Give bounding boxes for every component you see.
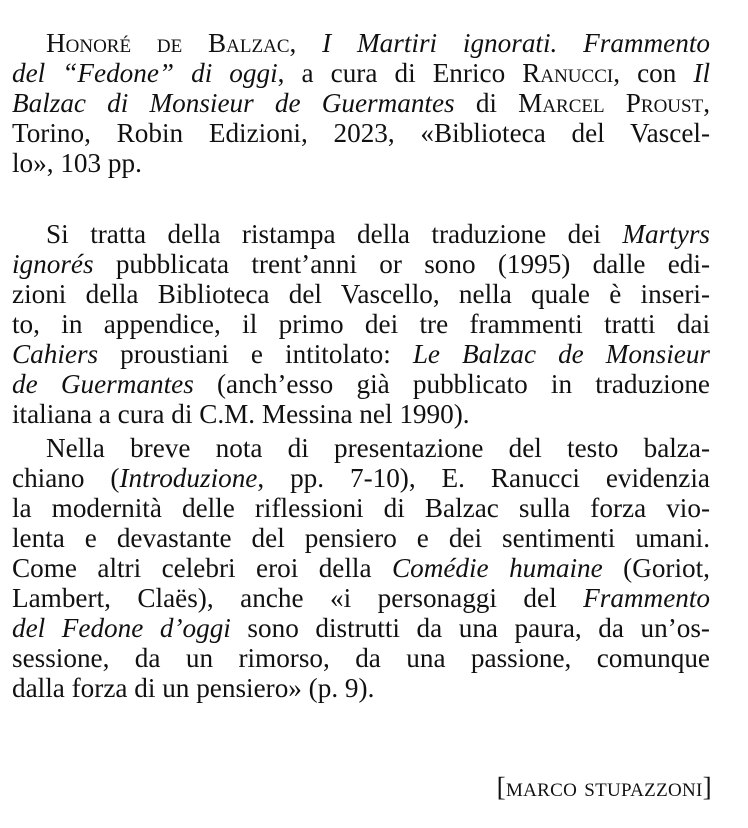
author-name: Honoré de Balzac xyxy=(46,28,290,58)
p2-line-7 xyxy=(12,614,710,642)
p1-line-7: italiana a cura di C.M. Messina nel 1990). xyxy=(12,399,470,429)
p2-text: (Goriot, xyxy=(602,553,710,583)
p2-line-3: la modernità delle riflessioni di Balzac sulla forza vio- xyxy=(12,493,710,523)
p2-italic: Frammento xyxy=(583,583,710,613)
heading-line-2 xyxy=(12,59,710,87)
p2-line-1: Nella breve nota di presentazione del testo balza- xyxy=(46,433,710,463)
p2-line-4: lenta e devastante del pensiero e dei sentimenti umani. xyxy=(12,523,710,553)
p1-italic: Cahiers xyxy=(12,339,99,369)
second-author-name: Marcel Proust xyxy=(518,88,704,118)
p1-text: proustiani e intitolato: xyxy=(98,339,413,369)
p1-text: pubblicata trent’anni or sono (1995) dalle edi- xyxy=(93,249,710,279)
p2-line-2 xyxy=(12,464,710,492)
p1-text: (anch’esso già pubblicato in traduzione xyxy=(193,369,710,399)
p1-italic: de Guermantes xyxy=(12,369,194,399)
reviewer-signature: [marco stupazzoni] xyxy=(496,772,712,802)
p1-line-2 xyxy=(12,250,710,278)
p1-italic: ignorés xyxy=(12,249,94,279)
heading-text: , a cura di Enrico xyxy=(277,58,523,88)
p1-text: Si tratta della ristampa della traduzione dei xyxy=(46,219,623,249)
heading-text: , con xyxy=(613,58,694,88)
p1-line-6 xyxy=(12,370,710,398)
p1-line-3: zioni della Biblioteca del Vascello, nella quale è inseri- xyxy=(12,279,710,309)
p1-line-5 xyxy=(12,340,710,368)
editor-name: Ranucci xyxy=(522,58,614,88)
p2-text: , pp. 7-10), E. Ranucci evidenzia xyxy=(257,463,710,493)
heading-text: , xyxy=(703,88,710,118)
p1-line-4: to, in appendice, il primo dei tre frammenti tratti dai xyxy=(12,309,710,339)
p2-text: chiano ( xyxy=(12,463,120,493)
book-title: I Martiri ignorati. Frammento xyxy=(322,28,710,58)
heading-line-5: lo», 103 pp. xyxy=(12,148,142,178)
p1-line-1 xyxy=(46,220,710,248)
heading-sep: , xyxy=(289,28,323,58)
heading-line-1 xyxy=(46,29,710,57)
p1-italic: Martyrs xyxy=(622,219,710,249)
p2-line-9: dalla forza di un pensiero» (p. 9). xyxy=(12,673,375,703)
p2-text: sono distrutti da una paura, da un’os- xyxy=(230,613,710,643)
p2-text: Lambert, Claës), anche «i personaggi del xyxy=(12,583,584,613)
heading-line-3 xyxy=(12,89,710,117)
heading-text: di xyxy=(454,88,519,118)
heading-line-4: Torino, Robin Edizioni, 2023, «Biblioteca del Vascel- xyxy=(12,118,710,148)
p2-line-8: sessione, da un rimorso, da una passione, comunque xyxy=(12,643,710,673)
appendix-title: Il xyxy=(693,58,711,88)
book-title-cont: del “Fedone” di oggi xyxy=(12,58,278,88)
p2-line-6 xyxy=(12,584,710,612)
p2-line-5 xyxy=(12,554,710,582)
p2-text: Come altri celebri eroi della xyxy=(12,553,392,583)
p2-italic: Introduzione xyxy=(119,463,258,493)
p2-italic: del Fedone d’oggi xyxy=(12,613,231,643)
p2-italic: Comédie humaine xyxy=(391,553,603,583)
appendix-title-cont: Balzac di Monsieur de Guermantes xyxy=(12,88,455,118)
p1-italic: Le Balzac de Monsieur xyxy=(412,339,710,369)
